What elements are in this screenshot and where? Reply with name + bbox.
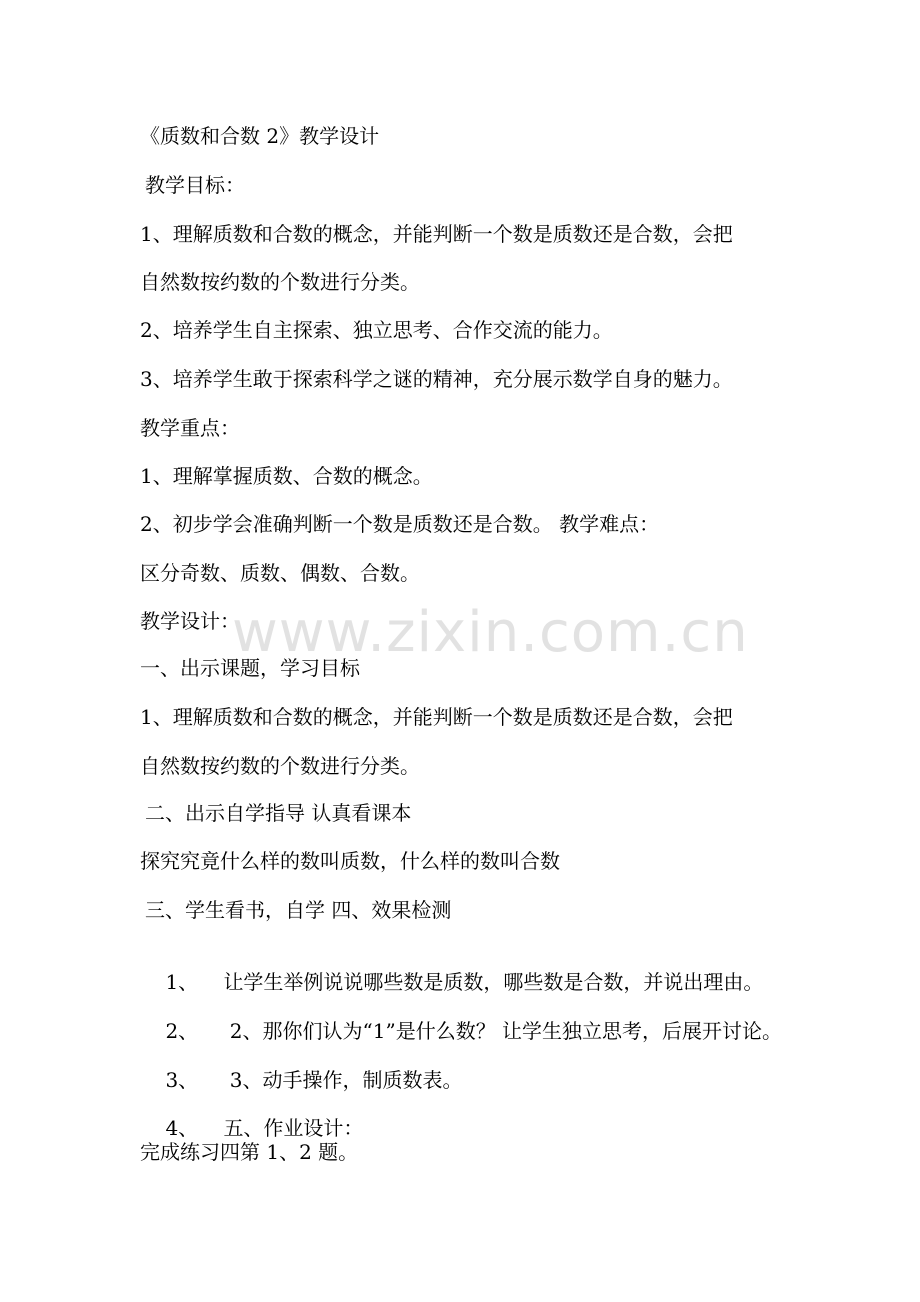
step-2-detail: 探究究竟什么样的数叫质数，什么样的数叫合数 xyxy=(140,849,560,873)
step-2: 二、出示自学指导 认真看课本 xyxy=(145,801,412,825)
list-item-number: 3、 xyxy=(165,1068,199,1092)
key-points-heading: 教学重点： xyxy=(140,416,240,440)
difficulty-text: 区分奇数、质数、偶数、合数。 xyxy=(140,561,420,585)
list-item-number: 4、 xyxy=(165,1116,199,1140)
step-1: 一、出示课题，学习目标 xyxy=(140,656,360,680)
list-item-text: 2、那你们认为“1”是什么数？ 让学生独立思考，后展开讨论。 xyxy=(223,1019,783,1043)
list-item-number: 1、 xyxy=(165,970,199,994)
homework-text: 完成练习四第 1、2 题。 xyxy=(140,1140,359,1164)
key-point-2: 2、初步学会准确判断一个数是质数还是合数。 教学难点： xyxy=(140,512,660,536)
goals-heading: 教学目标： xyxy=(145,173,245,197)
design-heading: 教学设计： xyxy=(140,609,240,633)
goal-3: 3、培养学生敢于探索科学之谜的精神，充分展示数学自身的魅力。 xyxy=(140,367,733,391)
list-item-number: 2、 xyxy=(165,1019,199,1043)
key-point-1: 1、理解掌握质数、合数的概念。 xyxy=(140,464,433,488)
goal-2: 2、培养学生自主探索、独立思考、合作交流的能力。 xyxy=(140,318,613,342)
step-1-goal-line-1: 1、理解质数和合数的概念，并能判断一个数是质数还是合数，会把 xyxy=(140,705,733,729)
list-item-text: 让学生举例说说哪些数是质数，哪些数是合数，并说出理由。 xyxy=(223,970,764,994)
list-item-text: 五、作业设计： xyxy=(223,1116,364,1140)
watermark-text: www.zixin.com.cn xyxy=(232,600,749,665)
goal-1-line-2: 自然数按约数的个数进行分类。 xyxy=(140,270,420,294)
goal-1-line-1: 1、理解质数和合数的概念，并能判断一个数是质数还是合数，会把 xyxy=(140,222,733,246)
document-title: 《质数和合数 2》教学设计 xyxy=(140,124,380,148)
list-item-text: 3、动手操作，制质数表。 xyxy=(223,1068,463,1092)
step-3-4: 三、学生看书，自学 四、效果检测 xyxy=(145,898,452,922)
step-1-goal-line-2: 自然数按约数的个数进行分类。 xyxy=(140,754,420,778)
